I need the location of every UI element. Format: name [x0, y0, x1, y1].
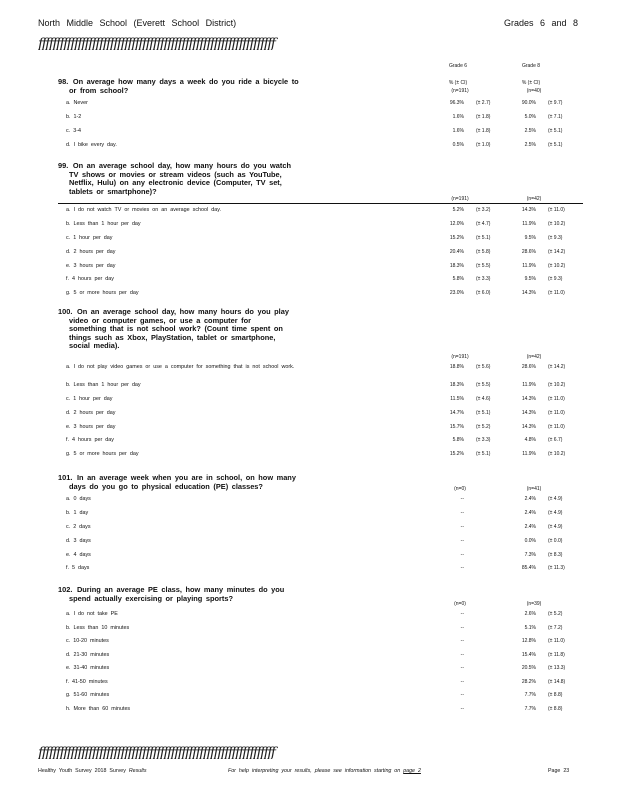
answer-option: f. 4 hours per day — [66, 276, 114, 282]
grade6-ci: (± 5.1) — [476, 235, 491, 241]
grade8-percent: 85.4% — [521, 565, 536, 571]
grade8-ci: (± 4.9) — [548, 496, 563, 502]
question-text-line: In an average week when you are in school, on how many — [76, 473, 296, 482]
answer-option: a. 0 days — [66, 496, 91, 502]
grade6-percent: 15.2% — [449, 451, 464, 457]
answer-option: d. 2 hours per day — [66, 249, 116, 255]
grade6-ci: (± 5.1) — [476, 410, 491, 416]
answer-option: f. 4 hours per day — [66, 437, 114, 443]
answer-option: d. 3 days — [66, 538, 91, 544]
grade6-percent: -- — [460, 692, 464, 698]
grade6-percent: 0.5% — [452, 142, 464, 148]
grade6-n: (n=191) — [451, 354, 469, 360]
question-number: 100. — [58, 307, 73, 316]
question-text-line: video or computer games, or use a computer for — [69, 315, 252, 325]
grade8-ci: (± 9.7) — [548, 100, 563, 106]
answer-option: f. 5 days — [66, 565, 90, 571]
question-text-line: something that is not school work? (Count time spent on — [69, 324, 283, 334]
question-number: 99. — [58, 161, 69, 170]
grade6-percent: -- — [460, 652, 464, 658]
answer-option: e. 4 days — [66, 552, 91, 558]
question-99 — [58, 162, 326, 196]
grade8-ci: (± 11.0) — [548, 396, 565, 402]
grade8-percent: 14.3% — [521, 410, 536, 416]
grade8-n: (n=42) — [526, 196, 542, 202]
grade6-percent: 20.4% — [449, 249, 464, 255]
grade8-percent: 28.6% — [521, 249, 536, 255]
grade8-percent: 7.7% — [524, 706, 536, 712]
grade8-percent: 28.6% — [521, 364, 536, 370]
answer-option: g. 51-60 minutes — [66, 692, 110, 698]
grade8-ci: (± 11.3) — [548, 565, 565, 571]
question-text-line: social media). — [69, 341, 120, 351]
grade6-ci: (± 6.0) — [476, 290, 491, 296]
grade8-percent: 11.9% — [522, 263, 536, 269]
grade6-percent: -- — [460, 538, 464, 544]
grade8-ci: (± 5.2) — [548, 611, 563, 617]
grade6-header: Grade 6 — [448, 63, 468, 69]
grade8-ci: (± 6.7) — [548, 437, 563, 443]
decorative-border-top: ƒƒƒƒƒƒƒƒƒƒƒƒƒƒƒƒƒƒƒƒƒƒƒƒƒƒƒƒƒƒƒƒƒƒƒƒƒƒƒƒƒƒƒƒƒƒƒƒƒƒƒƒƒƒƒƒƒƒƒƒƒƒƒƒƒƒ — [38, 36, 275, 50]
grade8-ci: (± 7.2) — [548, 625, 563, 631]
grade6-percent: 12.0% — [449, 221, 464, 227]
grade8-ci: (± 10.2) — [548, 221, 566, 227]
grade6-n: (n=191) — [451, 196, 469, 202]
grade8-percent: 2.4% — [524, 510, 536, 516]
grade6-percent: -- — [460, 638, 464, 644]
grade6-percent: -- — [460, 565, 464, 571]
grade8-n: (n=40) — [526, 88, 542, 94]
grade8-percent: 5.0% — [524, 114, 536, 120]
answer-option: g. 5 or more hours per day — [66, 451, 139, 457]
answer-option: c. 1 hour per day — [66, 396, 113, 402]
grade8-ci: (± 10.2) — [548, 382, 566, 388]
grade6-percent: -- — [460, 496, 464, 502]
grade8-n: (n=41) — [526, 486, 542, 492]
grade8-percent: 7.3% — [524, 552, 536, 558]
answer-option: a. I do not play video games or use a computer for something that is not school work. — [66, 364, 295, 370]
grade6-percent: -- — [460, 524, 464, 530]
section-divider — [58, 203, 583, 204]
question-text-line: or from school? — [69, 85, 129, 95]
grade6-ci: (± 5.6) — [476, 364, 491, 370]
grade6-percent: 18.3% — [449, 263, 464, 269]
grade6-percent: 15.2% — [449, 235, 464, 241]
grade8-percent: 7.7% — [524, 692, 536, 698]
grade6-percent: -- — [460, 510, 464, 516]
grade6-ci: (± 1.8) — [476, 114, 491, 120]
question-number: 102. — [58, 585, 73, 594]
question-102 — [58, 586, 326, 603]
grade8-ci: (± 11.0) — [548, 638, 565, 644]
grade6-ci: (± 1.8) — [476, 128, 491, 134]
grade8-percent: 14.3% — [521, 396, 536, 402]
grade6-percent: 96.3% — [449, 100, 464, 106]
grade8-percent: 2.6% — [524, 611, 536, 617]
question-text-line: spend actually exercising or playing sports? — [69, 593, 233, 603]
grade8-ci: (± 4.9) — [548, 524, 563, 530]
grade8-percent: 15.4% — [521, 652, 536, 658]
answer-option: c. 2 days — [66, 524, 91, 530]
grade8-ci: (± 5.1) — [548, 128, 563, 134]
grade8-ci: (± 8.3) — [548, 552, 563, 558]
grade8-header: Grade 8 — [521, 63, 541, 69]
grade6-percent: -- — [460, 665, 464, 671]
grade8-ci: (± 14.2) — [548, 249, 566, 255]
grade8-ci: (± 8.8) — [548, 692, 563, 698]
grade8-percent: 4.8% — [524, 437, 536, 443]
answer-option: d. 21-30 minutes — [66, 652, 110, 658]
question-text-line: days do you go to physical education (PE) classes? — [69, 481, 263, 491]
grade8-percent: 20.5% — [521, 665, 536, 671]
footer-survey-label: Healthy Youth Survey 2018 Survey — [38, 768, 126, 774]
grade8-percent: 5.1% — [524, 625, 536, 631]
grade6-n: (n=0) — [454, 601, 466, 607]
grade8-n: (n=39) — [526, 601, 542, 607]
grade6-ci-header: % (± CI) — [448, 80, 468, 86]
grade6-ci: (± 3.3) — [476, 276, 491, 282]
grade8-percent: 2.5% — [524, 128, 536, 134]
answer-option: b. Less than 1 hour per day — [66, 382, 141, 388]
grade8-percent: 12.8% — [521, 638, 536, 644]
footer-results-label: Results — [128, 768, 147, 774]
answer-option: a. I do not take PE — [66, 611, 118, 617]
grade6-percent: 23.0% — [449, 290, 464, 296]
answer-option: f. 41-50 minutes — [66, 679, 108, 685]
answer-option: a. Never — [66, 100, 88, 106]
grade8-percent: 14.3% — [521, 424, 536, 430]
answer-option: c. 10-20 minutes — [66, 638, 109, 644]
grade6-ci: (± 3.3) — [476, 437, 491, 443]
grade6-ci: (± 5.1) — [476, 451, 491, 457]
grade6-percent: 15.7% — [449, 424, 464, 430]
grade6-ci: (± 5.2) — [476, 424, 491, 430]
answer-option: c. 3-4 — [66, 128, 81, 134]
answer-option: h. More than 60 minutes — [66, 706, 131, 712]
grade6-percent: 14.7% — [449, 410, 464, 416]
grade6-n: (n=191) — [451, 88, 469, 94]
answer-option: c. 1 hour per day — [66, 235, 113, 241]
page-number: Page 23 — [548, 768, 570, 774]
question-101 — [58, 474, 326, 491]
grade8-ci: (± 9.3) — [548, 276, 563, 282]
grade8-ci: (± 7.1) — [548, 114, 563, 120]
question-number: 98. — [58, 77, 69, 86]
question-text-line: things such as Xbox, PlayStation, tablet or smartphone, — [69, 332, 276, 342]
question-text-line: On an average school day, how many hours do you watch — [72, 161, 291, 170]
grade6-percent: 1.6% — [452, 114, 464, 120]
grade6-percent: 5.8% — [452, 276, 464, 282]
grade8-ci: (± 11.0) — [548, 410, 565, 416]
grade6-ci: (± 3.2) — [476, 207, 491, 213]
question-text-line: tablets or smartphone)? — [69, 186, 157, 196]
grade6-n: (n=0) — [454, 486, 466, 492]
grade8-ci: (± 14.8) — [548, 679, 566, 685]
grade8-percent: 90.0% — [521, 100, 536, 106]
grade6-percent: 18.3% — [449, 382, 464, 388]
grade8-ci-header: % (± CI) — [521, 80, 541, 86]
school-name: North Middle School (Everett School District) — [38, 18, 237, 28]
answer-option: e. 31-40 minutes — [66, 665, 110, 671]
answer-option: d. I bike every day. — [66, 142, 117, 148]
answer-option: a. I do not watch TV or movies on an average school day. — [66, 207, 222, 213]
answer-option: e. 3 hours per day — [66, 263, 116, 269]
grade8-percent: 2.4% — [524, 524, 536, 530]
grade8-ci: (± 5.1) — [548, 142, 563, 148]
grade8-percent: 11.9% — [522, 451, 536, 457]
question-text-line: During an average PE class, how many minutes do you — [76, 585, 285, 594]
grade8-ci: (± 11.8) — [548, 652, 565, 658]
grade8-percent: 9.5% — [524, 276, 536, 282]
grade6-ci: (± 2.7) — [476, 100, 491, 106]
grade8-percent: 2.4% — [524, 496, 536, 502]
answer-option: e. 3 hours per day — [66, 424, 116, 430]
answer-option: g. 5 or more hours per day — [66, 290, 139, 296]
footer-page-link[interactable]: page 2 — [403, 768, 421, 774]
grades-label: Grades 6 and 8 — [503, 18, 578, 28]
grade6-ci: (± 4.6) — [476, 396, 491, 402]
grade8-n: (n=42) — [526, 354, 542, 360]
footer-help-text: For help interpreting your results, please see information starting on — [228, 768, 401, 774]
grade8-ci: (± 14.2) — [548, 364, 566, 370]
footer-help — [228, 768, 421, 774]
answer-option: d. 2 hours per day — [66, 410, 116, 416]
question-98 — [58, 78, 326, 95]
question-text-line: On an average school day, how many hours do you play — [76, 307, 289, 316]
grade6-percent: -- — [460, 552, 464, 558]
grade6-percent: -- — [460, 625, 464, 631]
grade8-ci: (± 4.9) — [548, 510, 563, 516]
grade6-percent: 18.8% — [449, 364, 464, 370]
grade6-ci: (± 5.5) — [476, 382, 491, 388]
grade8-percent: 28.2% — [521, 679, 536, 685]
answer-option: b. 1 day — [66, 510, 89, 516]
question-text-line: TV shows or movies or stream videos (such as YouTube, — [69, 169, 282, 179]
grade8-ci: (± 11.0) — [548, 207, 565, 213]
grade6-percent: 11.5% — [450, 396, 464, 402]
grade8-ci: (± 8.8) — [548, 706, 563, 712]
grade8-ci: (± 10.2) — [548, 263, 566, 269]
question-number: 101. — [58, 473, 73, 482]
grade8-percent: 11.9% — [522, 221, 536, 227]
grade8-percent: 14.3% — [521, 290, 536, 296]
answer-option: b. 1-2 — [66, 114, 82, 120]
decorative-border-bottom: ƒƒƒƒƒƒƒƒƒƒƒƒƒƒƒƒƒƒƒƒƒƒƒƒƒƒƒƒƒƒƒƒƒƒƒƒƒƒƒƒƒƒƒƒƒƒƒƒƒƒƒƒƒƒƒƒƒƒƒƒƒƒƒƒƒƒ — [38, 745, 275, 759]
grade8-ci: (± 0.0) — [548, 538, 563, 544]
question-text-line: Netflix, Hulu) on any electronic device (Computer, TV set, — [69, 178, 282, 188]
grade8-percent: 0.0% — [524, 538, 536, 544]
grade8-ci: (± 10.2) — [548, 451, 566, 457]
grade8-percent: 11.9% — [522, 382, 536, 388]
grade8-percent: 9.5% — [524, 235, 536, 241]
grade6-percent: -- — [460, 706, 464, 712]
grade6-ci: (± 4.7) — [476, 221, 491, 227]
question-text-line: On average how many days a week do you ride a bicycle to — [72, 77, 299, 86]
grade8-ci: (± 9.3) — [548, 235, 563, 241]
grade6-ci: (± 5.8) — [476, 249, 491, 255]
grade6-percent: -- — [460, 679, 464, 685]
grade8-ci: (± 11.0) — [548, 424, 565, 430]
grade6-percent: 5.8% — [452, 437, 464, 443]
grade8-ci: (± 11.0) — [548, 290, 565, 296]
grade6-percent: 5.2% — [452, 207, 464, 213]
footer-survey — [38, 768, 147, 774]
grade6-ci: (± 1.0) — [476, 142, 491, 148]
grade6-ci: (± 5.5) — [476, 263, 491, 269]
grade8-percent: 2.5% — [524, 142, 536, 148]
answer-option: b. Less than 1 hour per day — [66, 221, 141, 227]
grade6-percent: 1.6% — [452, 128, 464, 134]
grade8-percent: 14.3% — [521, 207, 536, 213]
answer-option: b. Less than 10 minutes — [66, 625, 130, 631]
question-100 — [58, 308, 326, 351]
grade6-percent: -- — [460, 611, 464, 617]
grade8-ci: (± 13.3) — [548, 665, 566, 671]
